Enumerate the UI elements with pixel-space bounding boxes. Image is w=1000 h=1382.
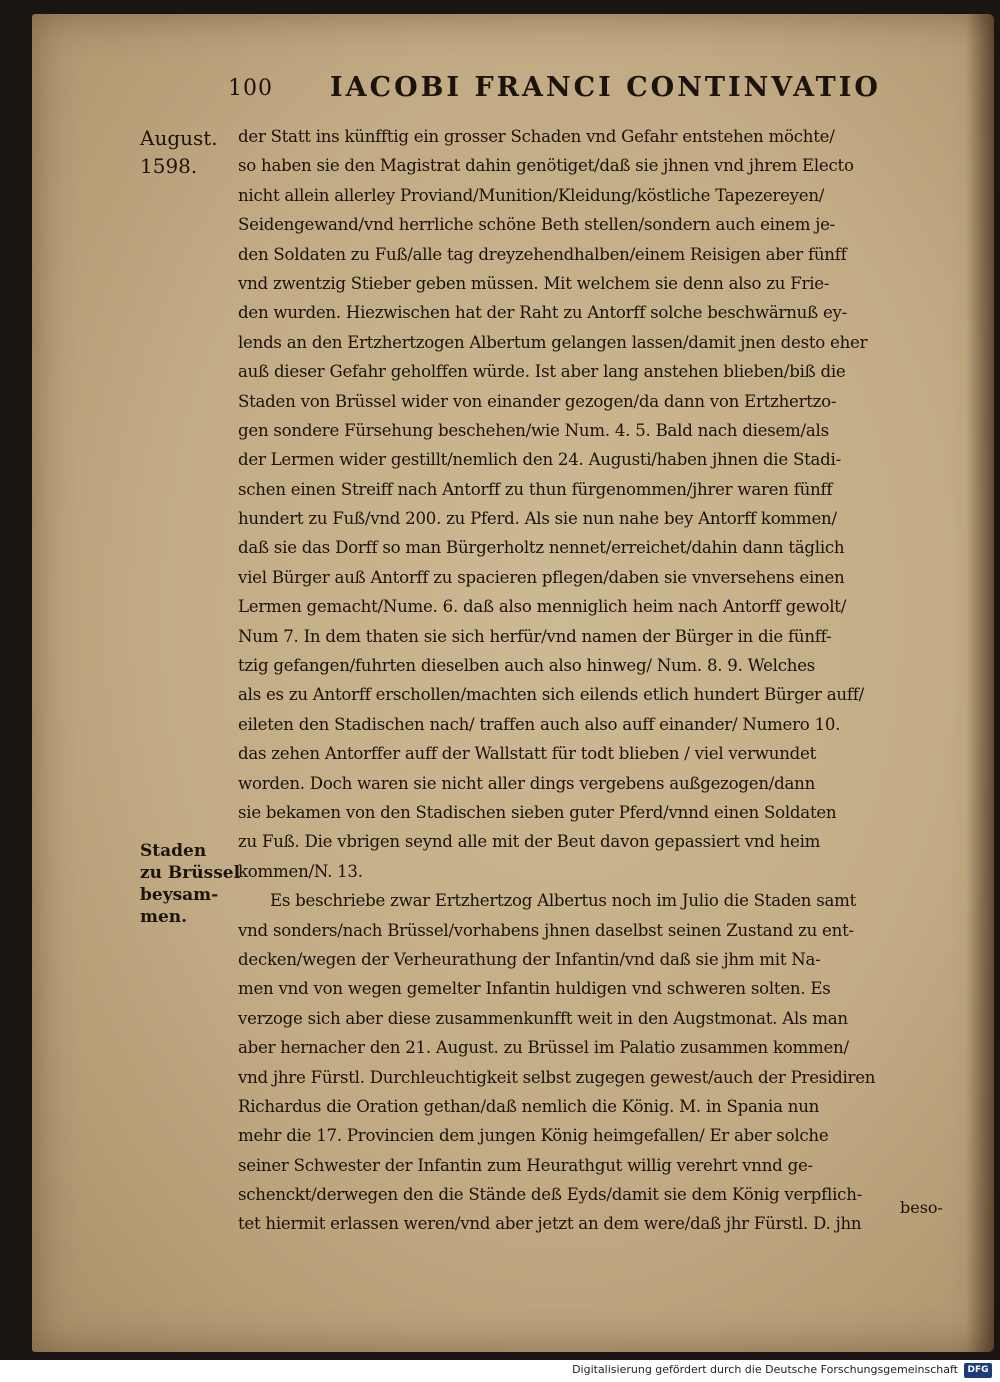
text-line: zu Fuß. Die vbrigen seynd alle mit der Beut davon gepassiert vnd heim xyxy=(238,832,821,852)
text-line: Seidengewand/vnd herrliche schöne Beth stellen/sondern auch einem je- xyxy=(238,215,836,235)
text-line: sie bekamen von den Stadischen sieben guter Pferd/vnnd einen Soldaten xyxy=(238,802,837,822)
text-line: Num 7. In dem thaten sie sich herfür/vnd namen der Bürger in die fünff- xyxy=(238,626,832,646)
text-line: der Statt ins künfftig ein grosser Schaden vnd Gefahr entstehen möchte/ xyxy=(238,127,835,146)
funding-credit: Digitalisierung gefördert durch die Deutsche Forschungsgemeinschaft xyxy=(572,1363,958,1376)
digitization-footer xyxy=(0,1360,1000,1382)
text-line: eileten den Stadischen nach/ traffen auch also auff einander/ Numero 10. xyxy=(238,714,841,734)
margin-topic-line: zu Brüssel xyxy=(140,863,241,883)
body-text xyxy=(238,122,960,1239)
margin-topic-line: beysam- xyxy=(140,885,219,905)
text-line: seiner Schwester der Infantin zum Heurathgut willig verehrt vnnd ge- xyxy=(238,1155,813,1175)
text-line: nicht allein allerley Proviand/Munition/Kleidung/köstliche Tapezereyen/ xyxy=(238,185,825,205)
text-line: der Lermen wider gestillt/nemlich den 24. Augusti/haben jhnen die Stadi- xyxy=(238,450,841,470)
text-line: decken/wegen der Verheurathung der Infantin/vnd daß sie jhm mit Na- xyxy=(238,949,821,969)
margin-date-year: 1598. xyxy=(140,154,198,178)
text-line: tzig gefangen/fuhrten dieselben auch also hinweg/ Num. 8. 9. Welches xyxy=(238,656,816,676)
text-line: auß dieser Gefahr geholffen würde. Ist aber lang anstehen blieben/biß die xyxy=(238,362,846,382)
running-head xyxy=(228,72,898,112)
text-line: viel Bürger auß Antorff zu spacieren pflegen/daben sie vnversehens einen xyxy=(238,567,845,587)
page-number: 100 xyxy=(228,76,273,101)
text-line: Lermen gemacht/Nume. 6. daß also menniglich heim nach Antorff gewolt/ xyxy=(238,597,847,617)
text-line: kommen/N. 13. xyxy=(238,861,363,881)
text-line: worden. Doch waren sie nicht aller dings vergebens außgezogen/dann xyxy=(238,773,816,793)
margin-topic-note xyxy=(140,840,240,928)
text-line: verzoge sich aber diese zusammenkunfft weit in den Augstmonat. Als man xyxy=(238,1008,848,1028)
text-line: so haben sie den Magistrat dahin genötiget/daß sie jhnen vnd jhrem Electo xyxy=(238,156,854,176)
text-line: als es zu Antorff erschollen/machten sich eilends etlich hundert Bürger auff/ xyxy=(238,685,864,705)
text-line: schenckt/derwegen den die Stände deß Eyds/damit sie dem König verpflich- xyxy=(238,1185,862,1205)
text-line: Richardus die Oration gethan/daß nemlich die König. M. in Spania nun xyxy=(238,1096,820,1116)
text-line: tet hiermit erlassen weren/vnd aber jetzt an dem were/daß jhr Fürstl. D. jhn xyxy=(238,1214,862,1234)
text-line: aber hernacher den 21. August. zu Brüssel im Palatio zusammen kommen/ xyxy=(238,1038,849,1058)
text-line: vnd zwentzig Stieber geben müssen. Mit welchem sie denn also zu Frie- xyxy=(238,273,830,293)
margin-topic-line: men. xyxy=(140,907,188,927)
catchword: beso- xyxy=(900,1198,943,1217)
text-line: Es beschriebe zwar Ertzhertzog Albertus noch im Julio die Staden samt xyxy=(270,891,857,911)
page-edge-shadow xyxy=(966,14,994,1352)
running-title: IACOBI FRANCI CONTINVATIO xyxy=(330,72,881,103)
text-line: vnd sonders/nach Brüssel/vorhabens jhnen daselbst seinen Zustand zu ent- xyxy=(238,920,854,940)
dfg-logo: DFG xyxy=(964,1363,992,1378)
text-line: hundert zu Fuß/vnd 200. zu Pferd. Als sie nun nahe bey Antorff kommen/ xyxy=(238,509,837,529)
text-line: schen einen Streiff nach Antorff zu thun fürgenommen/jhrer waren fünff xyxy=(238,479,833,499)
text-line: vnd jhre Fürstl. Durchleuchtigkeit selbst zugegen gewest/auch der Presidiren xyxy=(238,1067,876,1087)
text-line: den Soldaten zu Fuß/alle tag dreyzehendhalben/einem Reisigen aber fünff xyxy=(238,244,847,264)
text-line: gen sondere Fürsehung beschehen/wie Num. 4. 5. Bald nach diesem/als xyxy=(238,420,829,440)
text-line: mehr die 17. Provincien dem jungen König heimgefallen/ Er aber solche xyxy=(238,1126,829,1146)
text-line: lends an den Ertzhertzogen Albertum gelangen lassen/damit jnen desto eher xyxy=(238,332,868,352)
text-line: men vnd von wegen gemelter Infantin huldigen vnd schweren solten. Es xyxy=(238,979,831,999)
text-line: daß sie das Dorff so man Bürgerholtz nennet/erreichet/dahin dann täglich xyxy=(238,538,845,558)
margin-date-note xyxy=(140,124,218,180)
margin-topic-line: Staden xyxy=(140,841,207,861)
text-line: das zehen Antorffer auff der Wallstatt für todt blieben / viel verwundet xyxy=(238,744,816,764)
text-line: Staden von Brüssel wider von einander gezogen/da dann von Ertzhertzo- xyxy=(238,391,837,411)
text-line: den wurden. Hiezwischen hat der Raht zu Antorff solche beschwärnuß ey- xyxy=(238,303,848,323)
margin-date-month: August. xyxy=(140,126,218,150)
